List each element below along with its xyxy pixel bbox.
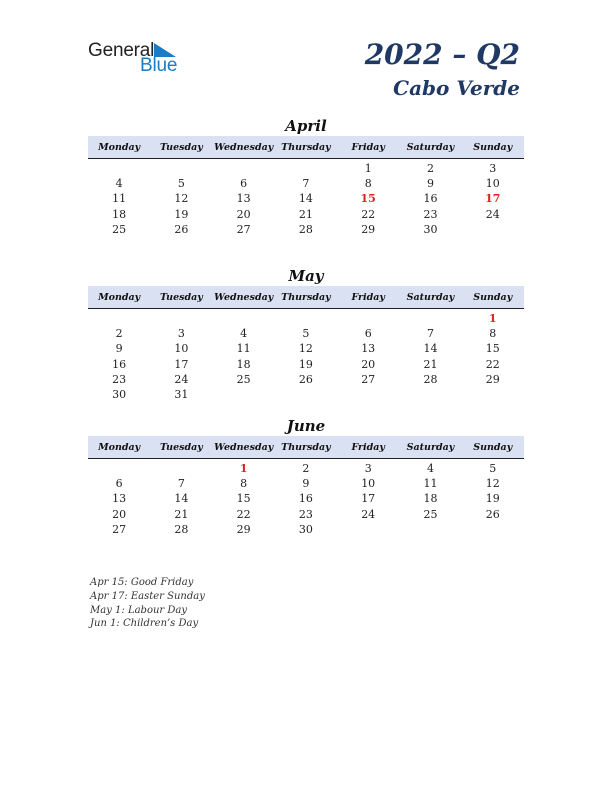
day-cell: 2 <box>302 462 310 476</box>
weekday-sunday: Sunday <box>473 441 513 453</box>
week-row <box>88 341 524 356</box>
logo-word-blue: Blue <box>140 55 178 76</box>
day-cell: 10 <box>174 342 189 356</box>
day-cell: 19 <box>174 207 189 221</box>
month-title: May <box>288 267 324 285</box>
generalblue-logo <box>88 40 188 76</box>
day-cell: 16 <box>298 492 313 506</box>
day-cell: 17 <box>361 492 376 506</box>
holiday-day-cell: 1 <box>239 462 248 476</box>
day-cell: 24 <box>485 207 500 221</box>
day-cell: 18 <box>236 357 251 371</box>
day-cell: 5 <box>177 177 185 191</box>
day-cell: 8 <box>364 177 372 191</box>
day-cell: 21 <box>423 357 438 371</box>
day-cell: 7 <box>177 477 185 491</box>
weekday-tuesday: Tuesday <box>159 441 203 453</box>
month-title: April <box>285 117 327 135</box>
week-row <box>88 461 524 476</box>
day-cell: 14 <box>423 342 438 356</box>
day-cell: 13 <box>236 192 251 206</box>
day-cell: 26 <box>298 372 313 386</box>
logo-word-general: General <box>88 40 155 61</box>
day-cell: 15 <box>485 342 500 356</box>
day-cell: 13 <box>112 492 127 506</box>
day-cell: 2 <box>426 162 434 176</box>
day-cell: 25 <box>423 507 438 521</box>
day-cell: 14 <box>174 492 189 506</box>
day-cell: 5 <box>302 327 310 341</box>
weekday-friday: Friday <box>351 441 385 453</box>
day-cell: 23 <box>112 372 127 386</box>
weekday-tuesday: Tuesday <box>159 141 203 153</box>
holiday-notes <box>90 576 205 631</box>
day-cell: 16 <box>112 357 127 371</box>
country-name: Cabo Verde <box>393 76 520 100</box>
day-cell: 11 <box>423 477 438 491</box>
day-cell: 5 <box>489 462 497 476</box>
day-cell: 30 <box>112 388 127 402</box>
week-row <box>88 507 524 522</box>
weekday-saturday: Saturday <box>406 291 455 303</box>
day-cell: 6 <box>115 477 123 491</box>
day-cell: 11 <box>112 192 127 206</box>
day-cell: 29 <box>485 372 500 386</box>
weekday-saturday: Saturday <box>406 441 455 453</box>
holiday-note: May 1: Labour Day <box>90 604 187 616</box>
day-cell: 26 <box>174 222 189 236</box>
day-cell: 27 <box>112 522 127 536</box>
day-cell: 30 <box>298 522 313 536</box>
day-cell: 20 <box>236 207 251 221</box>
weekday-monday: Monday <box>98 291 141 303</box>
day-cell: 18 <box>112 207 127 221</box>
day-cell: 12 <box>298 342 313 356</box>
holiday-note: Jun 1: Children’s Day <box>90 618 199 630</box>
day-cell: 25 <box>236 372 251 386</box>
day-cell: 20 <box>361 357 376 371</box>
day-cell: 21 <box>174 507 189 521</box>
day-cell: 3 <box>364 462 372 476</box>
holiday-day-cell: 1 <box>488 312 497 326</box>
day-cell: 16 <box>423 192 438 206</box>
day-cell: 25 <box>112 222 127 236</box>
day-cell: 11 <box>236 342 251 356</box>
day-cell: 4 <box>240 327 248 341</box>
week-row <box>88 476 524 491</box>
day-cell: 13 <box>361 342 376 356</box>
day-cell: 4 <box>426 462 434 476</box>
holiday-day-cell: 15 <box>360 192 376 206</box>
day-cell: 4 <box>115 177 123 191</box>
day-cell: 9 <box>302 477 310 491</box>
day-cell: 18 <box>423 492 438 506</box>
week-row <box>88 161 524 176</box>
holiday-day-cell: 17 <box>485 192 501 206</box>
holiday-note: Apr 17: Easter Sunday <box>90 590 205 602</box>
day-cell: 29 <box>361 222 376 236</box>
week-row <box>88 207 524 222</box>
day-cell: 21 <box>298 207 313 221</box>
day-cell: 8 <box>240 477 248 491</box>
day-cell: 9 <box>426 177 434 191</box>
weekday-header-row <box>88 136 524 159</box>
day-cell: 19 <box>298 357 313 371</box>
day-cell: 10 <box>361 477 376 491</box>
day-cell: 1 <box>364 162 372 176</box>
week-row <box>88 491 524 506</box>
day-cell: 9 <box>115 342 123 356</box>
weekday-thursday: Thursday <box>281 141 331 153</box>
day-cell: 10 <box>485 177 500 191</box>
weekday-sunday: Sunday <box>473 141 513 153</box>
month-june <box>88 416 524 537</box>
day-cell: 3 <box>177 327 185 341</box>
weekday-sunday: Sunday <box>473 291 513 303</box>
week-row <box>88 357 524 372</box>
day-cell: 22 <box>361 207 376 221</box>
day-cell: 8 <box>489 327 497 341</box>
day-cell: 28 <box>298 222 313 236</box>
day-cell: 12 <box>174 192 189 206</box>
day-cell: 22 <box>236 507 251 521</box>
day-cell: 26 <box>485 507 500 521</box>
day-cell: 29 <box>236 522 251 536</box>
day-cell: 23 <box>298 507 313 521</box>
day-cell: 27 <box>236 222 251 236</box>
weekday-friday: Friday <box>351 291 385 303</box>
day-cell: 28 <box>174 522 189 536</box>
day-cell: 20 <box>112 507 127 521</box>
week-row <box>88 222 524 237</box>
weekday-header-row <box>88 436 524 459</box>
day-cell: 15 <box>236 492 251 506</box>
day-cell: 24 <box>361 507 376 521</box>
day-cell: 27 <box>361 372 376 386</box>
day-cell: 19 <box>485 492 500 506</box>
day-cell: 22 <box>485 357 500 371</box>
week-row <box>88 372 524 387</box>
week-row <box>88 176 524 191</box>
week-row <box>88 387 524 402</box>
week-row <box>88 522 524 537</box>
day-cell: 3 <box>489 162 497 176</box>
day-cell: 14 <box>298 192 313 206</box>
weekday-monday: Monday <box>98 441 141 453</box>
week-row <box>88 191 524 206</box>
page-title: 2022 – Q2 <box>364 38 520 71</box>
day-cell: 12 <box>485 477 500 491</box>
day-cell: 7 <box>302 177 310 191</box>
weekday-wednesday: Wednesday <box>214 441 274 453</box>
day-cell: 23 <box>423 207 438 221</box>
day-cell: 6 <box>364 327 372 341</box>
month-title: June <box>286 417 326 435</box>
day-cell: 30 <box>423 222 438 236</box>
day-cell: 24 <box>174 372 189 386</box>
day-cell: 31 <box>174 388 189 402</box>
weekday-tuesday: Tuesday <box>159 291 203 303</box>
weekday-wednesday: Wednesday <box>214 291 274 303</box>
weekday-friday: Friday <box>351 141 385 153</box>
day-cell: 28 <box>423 372 438 386</box>
day-cell: 17 <box>174 357 189 371</box>
weekday-header-row <box>88 286 524 309</box>
month-april <box>88 116 524 237</box>
weekday-saturday: Saturday <box>406 141 455 153</box>
weekday-wednesday: Wednesday <box>214 141 274 153</box>
holiday-note: Apr 15: Good Friday <box>90 577 194 588</box>
day-cell: 6 <box>240 177 248 191</box>
weekday-thursday: Thursday <box>281 291 331 303</box>
week-row <box>88 311 524 326</box>
week-row <box>88 326 524 341</box>
weekday-thursday: Thursday <box>281 441 331 453</box>
day-cell: 7 <box>426 327 434 341</box>
weekday-monday: Monday <box>98 141 141 153</box>
month-may <box>88 266 524 402</box>
day-cell: 2 <box>115 327 123 341</box>
